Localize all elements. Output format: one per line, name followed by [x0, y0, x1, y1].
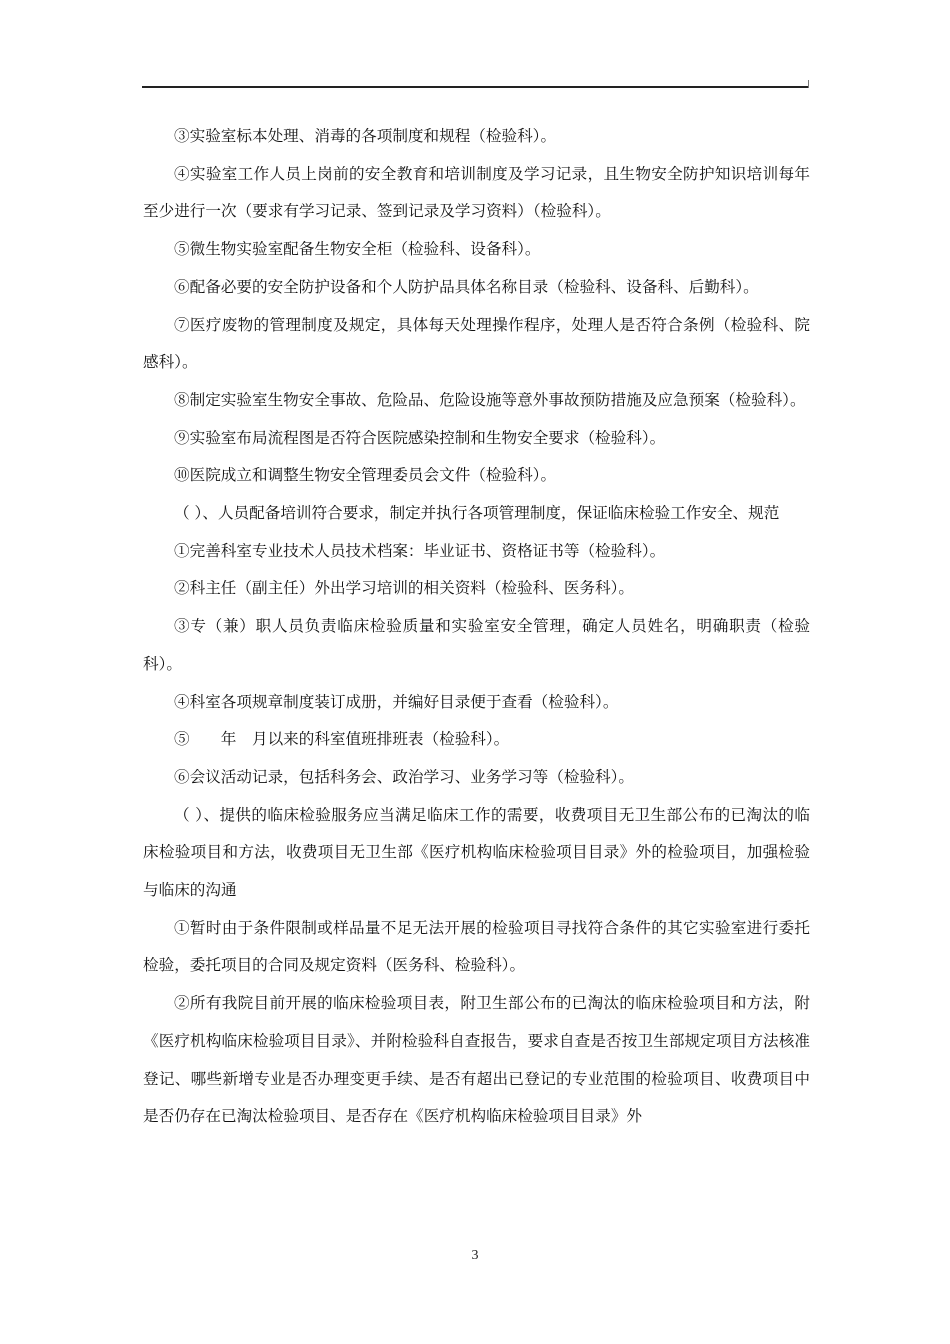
paragraph-15: ⑥会议活动记录，包括科务会、政治学习、业务学习等（检验科）。	[174, 767, 635, 786]
paragraph-3: ⑤微生物实验室配备生物安全柜（检验科、设备科）。	[174, 240, 541, 259]
section-heading-staffing: （ ）、人员配备培训符合要求，制定并执行各项管理制度，保证临床检验工作安全、规范	[174, 504, 780, 523]
paragraph-6: ⑧制定实验室生物安全事故、危险品、危险设施等意外事故预防措施及应急预案（检验科）。	[174, 390, 806, 409]
header-rule-end-mark	[808, 80, 809, 88]
paragraph-1: ③实验室标本处理、消毒的各项制度和规程（检验科）。	[174, 127, 557, 145]
paragraph-8: ⑩医院成立和调整生物安全管理委员会文件（检验科）。	[174, 466, 557, 485]
paragraph-2: ④实验室工作人员上岗前的安全教育和培训制度及学习记录，且生物安全防护知识培训每年至少进行一次（要求有学习记录、签到记录及学习资料）（检验科）。	[143, 164, 810, 221]
paragraph-4: ⑥配备必要的安全防护设备和个人防护品具体名称目录（检验科、设备科、后勤科）。	[174, 277, 759, 296]
paragraph-10: ①完善科室专业技术人员技术档案：毕业证书、资格证书等（检验科）。	[174, 541, 666, 560]
paragraph-5: ⑦医疗废物的管理制度及规定，具体每天处理操作程序，处理人是否符合条例（检验科、院感科）。	[143, 315, 810, 372]
paragraph-18: ②所有我院目前开展的临床检验项目表，附卫生部公布的已淘汰的临床检验项目和方法，附《医疗机构临床检验项目目录》、并附检验科自查报告，要求自查是否按卫生部规定项目方法核准登记、哪些新增专业是否办理变更手续、是否有超出已登记的专业范围的检验项目、收费项目中是否仍存在已淘汰检验项目、是否存在《医疗机构临床检验项目目录》外	[143, 994, 810, 1126]
paragraph-7: ⑨实验室布局流程图是否符合医院感染控制和生物安全要求（检验科）。	[174, 428, 666, 447]
section-heading-services: （ ）、提供的临床检验服务应当满足临床工作的需要，收费项目无卫生部公布的已淘汰的临床检验项目和方法，收费项目无卫生部《医疗机构临床检验项目目录》外的检验项目，加强检验与临床的沟通	[143, 805, 810, 900]
paragraph-13: ④科室各项规章制度装订成册，并编好目录便于查看（检验科）。	[174, 692, 619, 711]
document-body	[143, 118, 810, 1136]
page-number: 3	[471, 1248, 479, 1263]
paragraph-12: ③专（兼）职人员负责临床检验质量和实验室安全管理，确定人员姓名，明确职责（检验科）。	[143, 617, 810, 673]
header-rule	[142, 86, 809, 88]
paragraph-14: ⑤ 年 月以来的科室值班排班表（检验科）。	[174, 730, 510, 749]
paragraph-17: ①暂时由于条件限制或样品量不足无法开展的检验项目寻找符合条件的其它实验室进行委托检验，委托项目的合同及规定资料（医务科、检验科）。	[143, 918, 810, 975]
paragraph-11: ②科主任（副主任）外出学习培训的相关资料（检验科、医务科）。	[174, 579, 635, 598]
